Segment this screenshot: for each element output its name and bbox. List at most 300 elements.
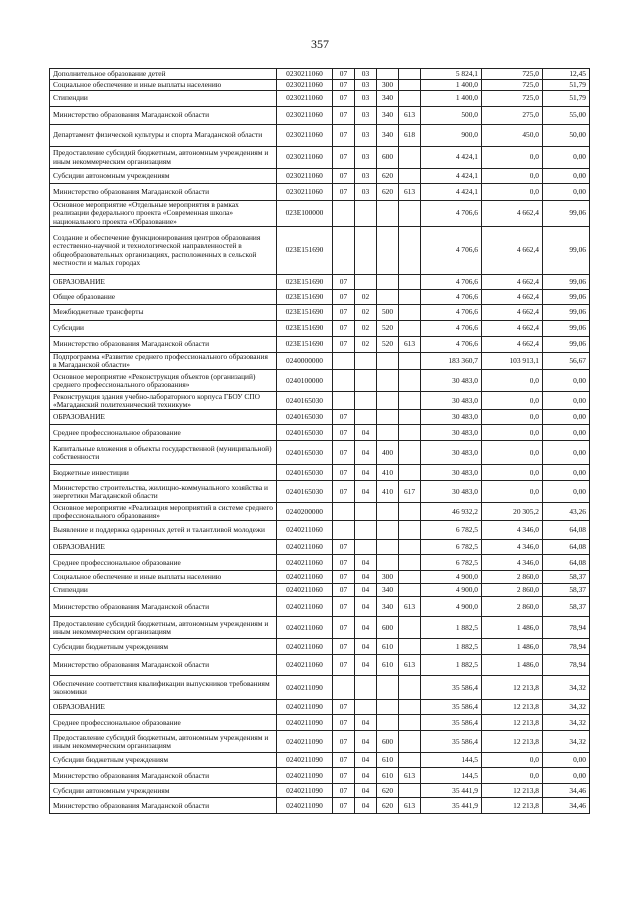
row-grbs: 613 <box>399 337 421 353</box>
row-percent: 51,79 <box>543 80 590 91</box>
table-row <box>50 441 590 465</box>
row-expense-type <box>377 700 399 715</box>
row-grbs <box>399 69 421 80</box>
row-name: Дополнительное образование детей <box>50 69 277 80</box>
row-name: Субсидии автономным учреждениям <box>50 169 277 184</box>
row-name: Основное мероприятие «Отдельные мероприятия в рамках реализации федерального проекта «Современная школа» национального проекта «Образование» <box>50 201 277 227</box>
row-code: 0240211060 <box>277 555 333 571</box>
row-percent: 99,06 <box>543 305 590 321</box>
row-percent: 0,00 <box>543 768 590 784</box>
row-section: 07 <box>333 753 355 768</box>
row-code: 0240165030 <box>277 441 333 465</box>
row-planned: 4 706,6 <box>421 275 482 290</box>
row-percent: 64,08 <box>543 521 590 540</box>
row-name: Субсидии бюджетным учреждениям <box>50 639 277 655</box>
page-number: 357 <box>311 37 329 51</box>
row-name: Обеспечение соответствия квалификации выпускников требованиям экономики <box>50 676 277 700</box>
row-section: 07 <box>333 639 355 655</box>
row-section: 07 <box>333 571 355 584</box>
row-section: 07 <box>333 337 355 353</box>
table-row <box>50 768 590 784</box>
row-subsection: 04 <box>355 465 377 481</box>
table-row <box>50 540 590 555</box>
row-executed: 12 213,8 <box>482 798 543 814</box>
row-subsection: 04 <box>355 768 377 784</box>
row-subsection <box>355 410 377 425</box>
row-name: Среднее профессиональное образование <box>50 425 277 441</box>
row-executed: 1 486,0 <box>482 639 543 655</box>
row-section: 07 <box>333 617 355 639</box>
row-subsection: 02 <box>355 305 377 321</box>
row-code: 0240211090 <box>277 676 333 700</box>
row-name: Основное мероприятие «Реализация мероприятий в системе среднего профессионального образования» <box>50 503 277 521</box>
table-row <box>50 700 590 715</box>
row-section: 07 <box>333 441 355 465</box>
row-code: 023E100000 <box>277 201 333 227</box>
row-name: Капитальные вложения в объекты государственной (муниципальной) собственности <box>50 441 277 465</box>
row-section: 07 <box>333 80 355 91</box>
row-executed: 0,0 <box>482 441 543 465</box>
row-executed: 12 213,8 <box>482 715 543 731</box>
row-percent: 58,37 <box>543 597 590 617</box>
row-grbs <box>399 410 421 425</box>
row-planned: 500,0 <box>421 107 482 125</box>
row-name: Министерство строительства, жилищно-коммунального хозяйства и энергетики Магаданской области <box>50 481 277 503</box>
row-expense-type <box>377 503 399 521</box>
row-code: 0240211090 <box>277 784 333 798</box>
row-code: 0240211090 <box>277 753 333 768</box>
row-percent: 34,46 <box>543 784 590 798</box>
row-section: 07 <box>333 184 355 201</box>
row-section: 07 <box>333 555 355 571</box>
row-section: 07 <box>333 715 355 731</box>
row-code: 023E151690 <box>277 290 333 305</box>
row-executed: 0,0 <box>482 169 543 184</box>
row-expense-type: 410 <box>377 465 399 481</box>
row-percent: 99,06 <box>543 337 590 353</box>
row-name: Министерство образования Магаданской области <box>50 597 277 617</box>
row-subsection <box>355 521 377 540</box>
table-row <box>50 107 590 125</box>
row-planned: 144,5 <box>421 753 482 768</box>
table-row <box>50 392 590 410</box>
row-section: 07 <box>333 798 355 814</box>
row-subsection <box>355 392 377 410</box>
row-planned: 35 441,9 <box>421 784 482 798</box>
row-subsection <box>355 503 377 521</box>
row-percent: 55,00 <box>543 107 590 125</box>
row-planned: 30 483,0 <box>421 370 482 392</box>
row-subsection: 04 <box>355 784 377 798</box>
row-expense-type: 300 <box>377 571 399 584</box>
row-code: 0240211060 <box>277 584 333 597</box>
row-subsection: 02 <box>355 321 377 337</box>
row-planned: 4 706,6 <box>421 321 482 337</box>
row-percent: 0,00 <box>543 425 590 441</box>
table-row <box>50 275 590 290</box>
row-executed: 0,0 <box>482 184 543 201</box>
row-code: 023E151690 <box>277 227 333 275</box>
row-expense-type: 300 <box>377 80 399 91</box>
row-code: 0230211060 <box>277 69 333 80</box>
row-code: 0240211090 <box>277 768 333 784</box>
row-expense-type: 610 <box>377 753 399 768</box>
row-executed: 2 860,0 <box>482 584 543 597</box>
row-name: Министерство образования Магаданской области <box>50 655 277 676</box>
row-name: Социальное обеспечение и иные выплаты населению <box>50 80 277 91</box>
row-planned: 35 586,4 <box>421 731 482 753</box>
row-expense-type <box>377 201 399 227</box>
row-percent: 0,00 <box>543 753 590 768</box>
row-section: 07 <box>333 69 355 80</box>
row-expense-type <box>377 227 399 275</box>
row-expense-type: 500 <box>377 305 399 321</box>
table-row <box>50 555 590 571</box>
row-name: Субсидии <box>50 321 277 337</box>
row-grbs: 613 <box>399 107 421 125</box>
row-percent: 0,00 <box>543 169 590 184</box>
table-row <box>50 305 590 321</box>
row-code: 0230211060 <box>277 169 333 184</box>
row-grbs <box>399 305 421 321</box>
row-name: Предоставление субсидий бюджетным, автономным учреждениям и иным некоммерческим организациям <box>50 617 277 639</box>
row-percent: 51,79 <box>543 91 590 107</box>
row-percent: 99,06 <box>543 290 590 305</box>
row-subsection: 04 <box>355 441 377 465</box>
row-code: 0240200000 <box>277 503 333 521</box>
row-subsection: 03 <box>355 125 377 147</box>
row-executed: 4 662,4 <box>482 337 543 353</box>
row-code: 0230211060 <box>277 125 333 147</box>
table-row <box>50 184 590 201</box>
row-planned: 30 483,0 <box>421 481 482 503</box>
row-executed: 0,0 <box>482 370 543 392</box>
row-subsection: 02 <box>355 337 377 353</box>
row-grbs <box>399 80 421 91</box>
row-expense-type <box>377 275 399 290</box>
row-planned: 144,5 <box>421 768 482 784</box>
row-planned: 900,0 <box>421 125 482 147</box>
row-name: ОБРАЗОВАНИЕ <box>50 540 277 555</box>
row-executed: 725,0 <box>482 69 543 80</box>
row-grbs <box>399 465 421 481</box>
row-section: 07 <box>333 768 355 784</box>
row-code: 0240211060 <box>277 617 333 639</box>
row-executed: 275,0 <box>482 107 543 125</box>
row-name: Министерство образования Магаданской области <box>50 768 277 784</box>
row-executed: 12 213,8 <box>482 731 543 753</box>
row-expense-type: 600 <box>377 147 399 169</box>
row-planned: 6 782,5 <box>421 555 482 571</box>
row-executed: 0,0 <box>482 392 543 410</box>
row-percent: 64,08 <box>543 540 590 555</box>
row-section: 07 <box>333 425 355 441</box>
row-grbs: 613 <box>399 768 421 784</box>
row-expense-type <box>377 425 399 441</box>
row-grbs: 613 <box>399 597 421 617</box>
table-row <box>50 655 590 676</box>
row-executed: 4 346,0 <box>482 555 543 571</box>
row-expense-type: 620 <box>377 784 399 798</box>
row-expense-type <box>377 676 399 700</box>
row-expense-type <box>377 410 399 425</box>
row-executed: 12 213,8 <box>482 676 543 700</box>
table-row <box>50 617 590 639</box>
row-percent: 99,06 <box>543 275 590 290</box>
row-name: Социальное обеспечение и иные выплаты населению <box>50 571 277 584</box>
row-grbs <box>399 731 421 753</box>
row-code: 0240165030 <box>277 481 333 503</box>
row-expense-type: 610 <box>377 655 399 676</box>
row-code: 0240211060 <box>277 655 333 676</box>
row-planned: 30 483,0 <box>421 410 482 425</box>
row-grbs <box>399 353 421 370</box>
row-grbs <box>399 753 421 768</box>
row-subsection: 04 <box>355 597 377 617</box>
row-expense-type <box>377 392 399 410</box>
row-section <box>333 353 355 370</box>
table-row <box>50 147 590 169</box>
row-planned: 1 882,5 <box>421 617 482 639</box>
row-name: Стипендии <box>50 584 277 597</box>
row-planned: 1 400,0 <box>421 91 482 107</box>
row-percent: 34,46 <box>543 798 590 814</box>
row-planned: 4 900,0 <box>421 584 482 597</box>
row-section: 07 <box>333 410 355 425</box>
row-section <box>333 370 355 392</box>
row-expense-type <box>377 69 399 80</box>
row-code: 0230211060 <box>277 80 333 91</box>
row-grbs <box>399 91 421 107</box>
row-section: 07 <box>333 275 355 290</box>
row-section: 07 <box>333 731 355 753</box>
row-executed: 0,0 <box>482 768 543 784</box>
table-row <box>50 370 590 392</box>
row-planned: 35 586,4 <box>421 700 482 715</box>
row-code: 0240211090 <box>277 700 333 715</box>
row-subsection: 03 <box>355 147 377 169</box>
row-name: Департамент физической культуры и спорта Магаданской области <box>50 125 277 147</box>
row-section: 07 <box>333 305 355 321</box>
row-name: Межбюджетные трансферты <box>50 305 277 321</box>
row-code: 023E151690 <box>277 321 333 337</box>
row-planned: 4 706,6 <box>421 227 482 275</box>
row-subsection <box>355 540 377 555</box>
row-executed: 1 486,0 <box>482 655 543 676</box>
row-planned: 35 586,4 <box>421 676 482 700</box>
row-grbs: 613 <box>399 655 421 676</box>
row-percent: 56,67 <box>543 353 590 370</box>
table-row <box>50 481 590 503</box>
row-percent: 50,00 <box>543 125 590 147</box>
row-expense-type <box>377 555 399 571</box>
row-expense-type: 340 <box>377 597 399 617</box>
row-grbs: 617 <box>399 481 421 503</box>
row-name: ОБРАЗОВАНИЕ <box>50 410 277 425</box>
row-expense-type <box>377 370 399 392</box>
row-executed: 450,0 <box>482 125 543 147</box>
row-grbs <box>399 321 421 337</box>
row-expense-type: 340 <box>377 107 399 125</box>
row-planned: 183 360,7 <box>421 353 482 370</box>
row-executed: 2 860,0 <box>482 571 543 584</box>
row-executed: 4 662,4 <box>482 321 543 337</box>
row-name: Среднее профессиональное образование <box>50 715 277 731</box>
row-code: 0230211060 <box>277 91 333 107</box>
row-section: 07 <box>333 169 355 184</box>
row-executed: 0,0 <box>482 753 543 768</box>
row-expense-type: 620 <box>377 169 399 184</box>
table-row <box>50 337 590 353</box>
row-percent: 64,08 <box>543 555 590 571</box>
row-code: 0230211060 <box>277 147 333 169</box>
row-percent: 0,00 <box>543 392 590 410</box>
row-planned: 4 900,0 <box>421 571 482 584</box>
table-row <box>50 784 590 798</box>
row-subsection: 04 <box>355 571 377 584</box>
row-subsection: 04 <box>355 798 377 814</box>
table-row <box>50 69 590 80</box>
row-expense-type: 610 <box>377 768 399 784</box>
row-percent: 99,06 <box>543 201 590 227</box>
table-row <box>50 597 590 617</box>
row-name: Выявление и поддержка одаренных детей и талантливой молодежи <box>50 521 277 540</box>
table-row <box>50 169 590 184</box>
row-percent: 0,00 <box>543 465 590 481</box>
row-percent: 78,94 <box>543 655 590 676</box>
row-code: 0240211090 <box>277 798 333 814</box>
row-planned: 4 424,1 <box>421 147 482 169</box>
table-row <box>50 425 590 441</box>
row-code: 0240211060 <box>277 571 333 584</box>
row-subsection: 03 <box>355 184 377 201</box>
row-code: 0240100000 <box>277 370 333 392</box>
row-planned: 6 782,5 <box>421 521 482 540</box>
row-code: 0240211090 <box>277 731 333 753</box>
row-name: Министерство образования Магаданской области <box>50 798 277 814</box>
row-subsection <box>355 370 377 392</box>
table-row <box>50 731 590 753</box>
table-row <box>50 676 590 700</box>
row-planned: 30 483,0 <box>421 465 482 481</box>
table-row <box>50 321 590 337</box>
row-percent: 99,06 <box>543 227 590 275</box>
row-percent: 0,00 <box>543 147 590 169</box>
row-code: 0240211060 <box>277 521 333 540</box>
row-executed: 0,0 <box>482 147 543 169</box>
row-expense-type: 620 <box>377 798 399 814</box>
row-code: 0240211060 <box>277 540 333 555</box>
row-section: 07 <box>333 91 355 107</box>
row-executed: 20 305,2 <box>482 503 543 521</box>
row-grbs <box>399 521 421 540</box>
row-name: Предоставление субсидий бюджетным, автономным учреждениям и иным некоммерческим организациям <box>50 731 277 753</box>
row-expense-type <box>377 290 399 305</box>
row-percent: 0,00 <box>543 441 590 465</box>
row-planned: 35 586,4 <box>421 715 482 731</box>
row-executed: 1 486,0 <box>482 617 543 639</box>
row-section: 07 <box>333 107 355 125</box>
row-subsection: 04 <box>355 715 377 731</box>
table-row <box>50 465 590 481</box>
row-percent: 0,00 <box>543 370 590 392</box>
row-planned: 1 400,0 <box>421 80 482 91</box>
table-row <box>50 503 590 521</box>
row-percent: 34,32 <box>543 731 590 753</box>
row-executed: 0,0 <box>482 481 543 503</box>
row-grbs <box>399 571 421 584</box>
row-grbs <box>399 584 421 597</box>
row-planned: 30 483,0 <box>421 441 482 465</box>
row-subsection: 04 <box>355 731 377 753</box>
row-code: 0240165030 <box>277 392 333 410</box>
row-grbs <box>399 676 421 700</box>
row-name: Министерство образования Магаданской области <box>50 107 277 125</box>
row-code: 0240000000 <box>277 353 333 370</box>
row-expense-type: 520 <box>377 321 399 337</box>
row-subsection: 03 <box>355 91 377 107</box>
budget-table <box>49 68 590 814</box>
row-section: 07 <box>333 700 355 715</box>
row-planned: 4 706,6 <box>421 290 482 305</box>
row-grbs <box>399 290 421 305</box>
row-executed: 4 662,4 <box>482 227 543 275</box>
table-row <box>50 125 590 147</box>
row-expense-type: 340 <box>377 125 399 147</box>
row-name: Основное мероприятие «Реконструкция объектов (организаций) среднего профессионального образования» <box>50 370 277 392</box>
row-percent: 0,00 <box>543 481 590 503</box>
row-expense-type: 410 <box>377 481 399 503</box>
row-planned: 4 706,6 <box>421 305 482 321</box>
table-row <box>50 639 590 655</box>
row-planned: 30 483,0 <box>421 425 482 441</box>
row-planned: 4 900,0 <box>421 597 482 617</box>
row-planned: 4 424,1 <box>421 169 482 184</box>
row-subsection <box>355 275 377 290</box>
row-grbs <box>399 784 421 798</box>
row-expense-type: 600 <box>377 731 399 753</box>
row-grbs <box>399 425 421 441</box>
row-section <box>333 676 355 700</box>
row-grbs <box>399 639 421 655</box>
table-row <box>50 798 590 814</box>
row-grbs <box>399 540 421 555</box>
row-grbs <box>399 617 421 639</box>
row-name: Бюджетные инвестиции <box>50 465 277 481</box>
row-percent: 43,26 <box>543 503 590 521</box>
row-percent: 78,94 <box>543 617 590 639</box>
row-planned: 4 424,1 <box>421 184 482 201</box>
row-name: Создание и обеспечение функционирования центров образования естественно-научной и технологической направленностей в общеобразовательных организациях, расположенных в сельской местности и малых городах <box>50 227 277 275</box>
table-row <box>50 715 590 731</box>
row-executed: 2 860,0 <box>482 597 543 617</box>
row-percent: 99,06 <box>543 321 590 337</box>
row-code: 023E151690 <box>277 305 333 321</box>
row-planned: 1 882,5 <box>421 655 482 676</box>
table-row <box>50 80 590 91</box>
row-grbs: 618 <box>399 125 421 147</box>
row-expense-type: 340 <box>377 584 399 597</box>
row-section: 07 <box>333 481 355 503</box>
row-section: 07 <box>333 321 355 337</box>
row-section <box>333 392 355 410</box>
row-planned: 6 782,5 <box>421 540 482 555</box>
table-row <box>50 91 590 107</box>
row-name: Общее образование <box>50 290 277 305</box>
row-planned: 4 706,6 <box>421 337 482 353</box>
row-name: ОБРАЗОВАНИЕ <box>50 700 277 715</box>
row-name: Субсидии автономным учреждениям <box>50 784 277 798</box>
